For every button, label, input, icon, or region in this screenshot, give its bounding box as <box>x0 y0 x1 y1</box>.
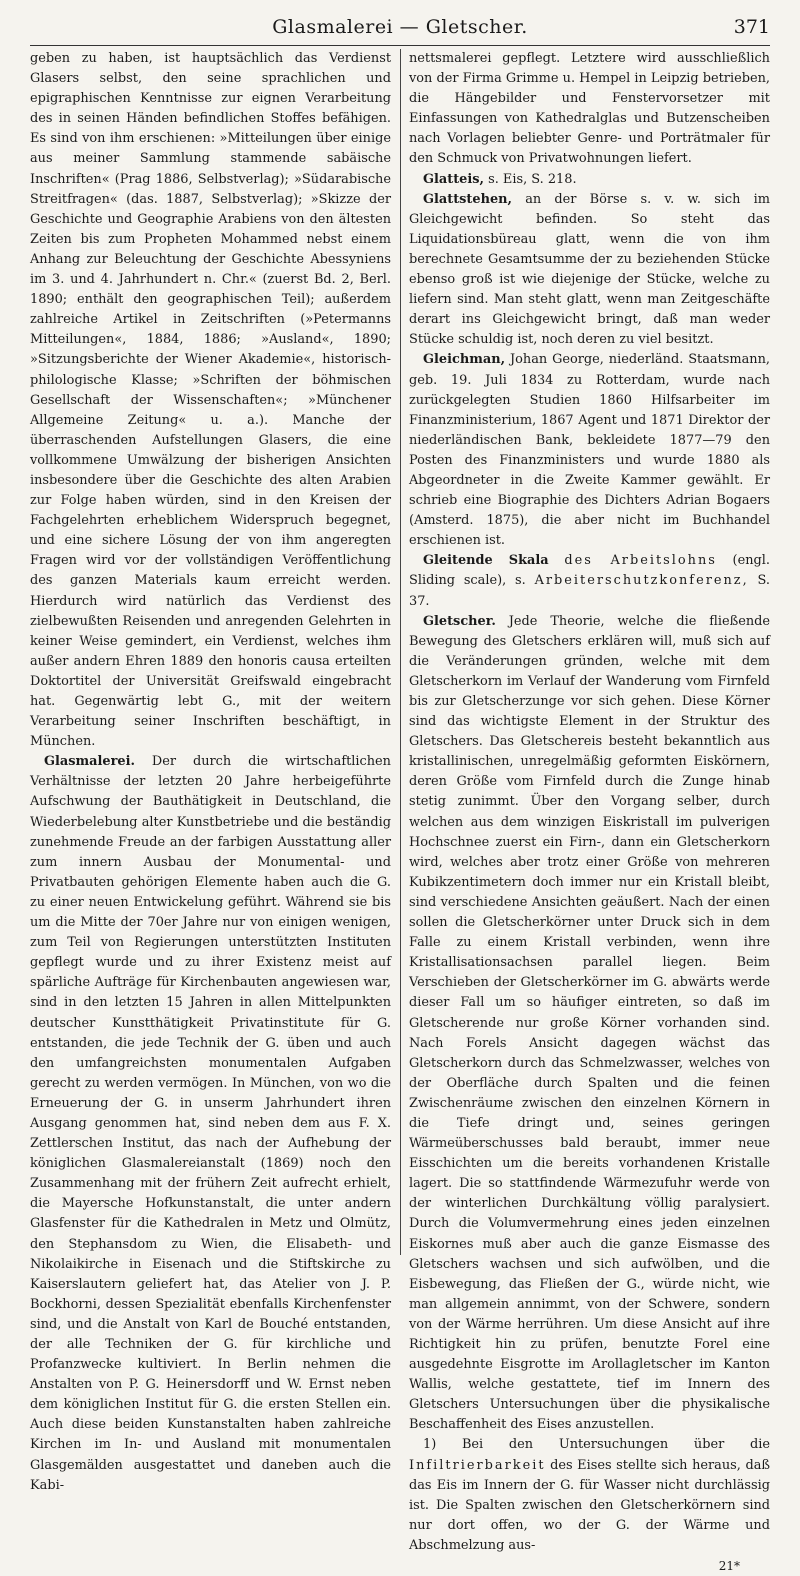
entry-body: s. Eis, S. 218. <box>488 171 577 187</box>
text-columns <box>30 49 771 1574</box>
entry-body: Der durch die wirtschaftlichen Verhältnisse der letzten 20 Jahre herbeigeführte Aufschwung der Bauthätigkeit in Deutschland, die Wiederbelebung alter Kunstbetriebe und die beständig zunehmende Freude an der farbigen Ausstattung aller zum innern Ausbau der Monumental- und Privatbauten gehörigen Elemente haben auch die G. zu einer neuen Entwickelung geführt. Während sie bis um die Mitte der 70er Jahre nur von einigen wenigen, zum Teil von Regierungen unterstützten Instituten gepflegt wurde und zu ihrer Existenz meist auf spärliche Aufträge für Kirchenbauten angewiesen war, sind in den letzten 15 Jahren in allen Mittelpunkten deutscher Kunstthätigkeit Privatinstitute für G. entstanden, die jede Technik der G. üben und auch den umfangreichsten monumentalen Aufgaben gerecht zu werden vermögen. In München, von wo die Erneuerung der G. in unserm Jahrhundert ihren Ausgang genommen hat, sind neben dem aus F. X. Zettlerschen Institut, das nach der Aufhebung der königlichen Glasmalereianstalt (1869) noch den Zusammenhang mit der frühern Zeit aufrecht erhielt, die Mayersche Hofkunstanstalt, die unter andern Glasfenster für die Kathedralen in Metz und Olmütz, den Stephansdom zu Wien, die Elisabeth- und Nikolaikirche in Eisenach und die Stiftskirche zu Kaiserslautern geliefert hat, das Atelier von J. P. Bockhorni, dessen Spezialität ebenfalls Kirchenfenster sind, und die Anstalt von Karl de Bouché entstanden, der alle Techniken der G. für kirchliche und Profanzwecke kultiviert. In Berlin nehmen die Anstalten von P. G. Heinersdorff und W. Ernst neben dem königlichen Institut für G. die ersten Stellen ein. Auch diese beiden Kunstanstalten haben zahlreiche Kirchen im In- und Ausland mit monumentalen Glasgemälden ausgestattet und daneben auch die Kabi- <box>30 754 391 1493</box>
entry-body: S. 37. <box>409 573 770 609</box>
entry-gleitende-skala <box>409 551 770 611</box>
header-rule <box>30 45 770 46</box>
signature-mark: 21* <box>718 1559 740 1574</box>
entry-headword: Gleichman, <box>423 352 506 368</box>
entry-headword: Gletscher. <box>423 613 496 629</box>
spaced-term: Arbeiterschutzkonferenz, <box>534 573 749 589</box>
entry-glatteis <box>409 170 770 190</box>
entry-gletscher <box>409 612 770 1436</box>
running-title: Glasmalerei — Gletscher. <box>272 16 528 38</box>
item-text: 1) Bei den Untersuchungen über die <box>423 1437 770 1453</box>
entry-body: (engl. Sliding scale), s. <box>409 553 770 589</box>
entry-body: an der Börse s. v. w. sich im Gleichgewicht befinden. So steht das Liquidationsbüreau glatt, wenn die von ihm berechnete Gesamtsumme der zu beziehenden Stücke ebenso groß ist wie diejenige der Stücke, welche zu liefern sind. Man steht glatt, wenn man Zeitgeschäfte derart ins Gleichgewicht bringt, daß man weder Stücke schuldig ist, noch deren zu viel besitzt. <box>409 191 770 348</box>
item-text: des Eises stellte sich heraus, daß das Eis im Innern der G. für Wasser nicht durchlässig ist. Die Spalten zwischen den Gletscherkörnern sind nur dort offen, wo der G. der Wärme und Abschmelzung aus- <box>409 1457 770 1553</box>
glasmalerei-continuation: nettsmalerei gepflegt. Letztere wird ausschließlich von der Firma Grimme u. Hempel in Leipzig betrieben, die Hängebilder und Fenstervorsetzer mit Einfassungen von Kathedralglas und Butzenscheiben nach Vorlagen beliebter Genre- und Porträtmaler für den Schmuck von Privatwohnungen liefert. <box>409 51 770 167</box>
spaced-term: des Arbeitslohns <box>564 553 717 569</box>
entry-headword: Glasmalerei. <box>44 754 135 770</box>
entry-body: Johan George, niederländ. Staatsmann, geb. 19. Juli 1834 zu Rotterdam, wurde nach zurückgelegten Studien 1860 Hilfsarbeiter im Finanzministerium, 1867 Agent und 1871 Direktor der niederländischen Bank, bekleidete 1877—79 den Posten des Finanzministers und wurde 1880 als Abgeordneter in die Zweite Kammer gewählt. Er schrieb eine Biographie des Dichters Adrian Bogaers (Amsterd. 1875), die aber nicht im Buchhandel erschienen ist. <box>409 352 770 549</box>
glaser-continuation: geben zu haben, ist hauptsächlich das Verdienst Glasers selbst, den seine sprachlichen und epigraphischen Kenntnisse zur eignen Verarbeitung des in seinen Händen befindlichen Stoffes befähigen. Es sind von ihm erschienen: »Mitteilungen über einige aus meiner Sammlung stammende sabäische Inschriften« (Prag 1886, Selbstverlag); »Südarabische Streitfragen« (das. 1887, Selbstverlag); »Skizze der Geschichte und Geographie Arabiens von den ältesten Zeiten bis zum Propheten Mohammed nebst einem Anhang zur Beleuchtung der Geschichte Abessyniens im 3. und 4. Jahrhundert n. Chr.« (zuerst Bd. 2, Berl. 1890; enthält den geographischen Teil); außerdem zahlreiche Artikel in Zeitschriften (»Petermanns Mitteilungen«, 1884, 1886; »Ausland«, 1890; »Sitzungsberichte der Wiener Akademie«, historisch-philologische Klasse; »Schriften der böhmischen Gesellschaft der Wissenschaften«; »Münchener Allgemeine Zeitung« u. a.). Manche der überraschenden Aufstellungen Glasers, die eine vollkommene Umwälzung der bisherigen Ansichten insbesondere über die Geschichte des alten Arabien zur Folge haben würden, sind in den Kreisen der Fachgelehrten erheblichem Widerspruch begegnet, und eine sichere Lösung der von ihm angeregten Fragen wird vor der vollständigen Veröffentlichung des ganzen Materials kaum erreicht werden. Hierdurch wird natürlich das Verdienst des zielbewußten Reisenden und anregenden Gelehrten in keiner Weise gemindert, ein Verdienst, welches ihm außer andern Ehren 1889 den honoris causa erteilten Doktortitel der Universität Greifswald eingebracht hat. Gegenwärtig lebt G., mit der weitern Verarbeitung seiner Inschriften beschäftigt, in München. <box>30 51 391 750</box>
gletscher-item-1 <box>409 1435 770 1556</box>
spaced-term: Infiltrierbarkeit <box>409 1457 546 1473</box>
left-column <box>30 49 391 1493</box>
page-number: 371 <box>733 16 770 38</box>
entry-headword: Gleitende Skala <box>423 553 549 569</box>
entry-headword: Glatteis, <box>423 171 485 187</box>
column-divider <box>400 49 401 1255</box>
page-header <box>30 14 770 42</box>
right-column <box>409 49 771 1574</box>
entry-headword: Glattstehen, <box>423 191 513 207</box>
entry-glasmalerei <box>30 752 391 1495</box>
entry-gleichman <box>409 350 770 551</box>
entry-glattstehen <box>409 190 770 351</box>
entry-body: Jede Theorie, welche die fließende Bewegung des Gletschers erklären will, muß sich auf die Veränderungen gründen, welche mit dem Gletscherkorn im Verlauf der Wanderung vom Firnfeld bis zur Gletscherzunge vor sich gehen. Diese Körner sind das wichtigste Element in der Struktur des Gletschers. Das Gletschereis besteht bekanntlich aus kristallinischen, unregelmäßig geformten Eiskörnern, deren Größe vom Firnfeld durch die Zunge hinab stetig zunimmt. Über den Vorgang selber, durch welchen aus dem winzigen Eiskristall im pulverigen Hochschnee zuerst ein Firn-, dann ein Gletscherkorn wird, welches aber trotz einer Größe von mehreren Kubikzentimetern doch immer nur ein Kristall bleibt, sind verschiedene Ansichten geäußert. Nach der einen sollen die Gletscherkörner unter Druck sich in dem Falle zu einem Kristall verbinden, wenn ihre Kristallisationsachsen parallel liegen. Beim Verschieben der Gletscherkörner im G. abwärts werde dieser Fall um so häufiger eintreten, so daß im Gletscherende nur große Körner vorhanden sind. Nach Forels Ansicht dagegen wächst das Gletscherkorn durch das Schmelzwasser, welches von der Oberfläche durch Spalten und die feinen Zwischenräume zwischen den einzelnen Körnern in die Tiefe dringt und, seines geringen Wärmeüberschusses bald beraubt, immer neue Eisschichten um die bereits vorhandenen Kristalle lagert. Die so stattfindende Wärmezufuhr werde von der winterlichen Durchkältung völlig paralysiert. Durch die Volumvermehrung eines jeden einzelnen Eiskornes muß aber auch die ganze Eismasse des Gletschers wachsen und sich aufwölben, und die Eisbewegung, das Fließen der G., würde nicht, wie man allgemein annimmt, von der Schwere, sondern von der Wärme herrühren. Um diese Ansicht auf ihre Richtigkeit hin zu prüfen, benutzte Forel eine ausgedehnte Eisgrotte im Arollagletscher im Kanton Wallis, welche gestattete, tief im Innern des Gletschers Untersuchungen über die physikalische Beschaffenheit des Eises anzustellen. <box>409 613 771 1433</box>
